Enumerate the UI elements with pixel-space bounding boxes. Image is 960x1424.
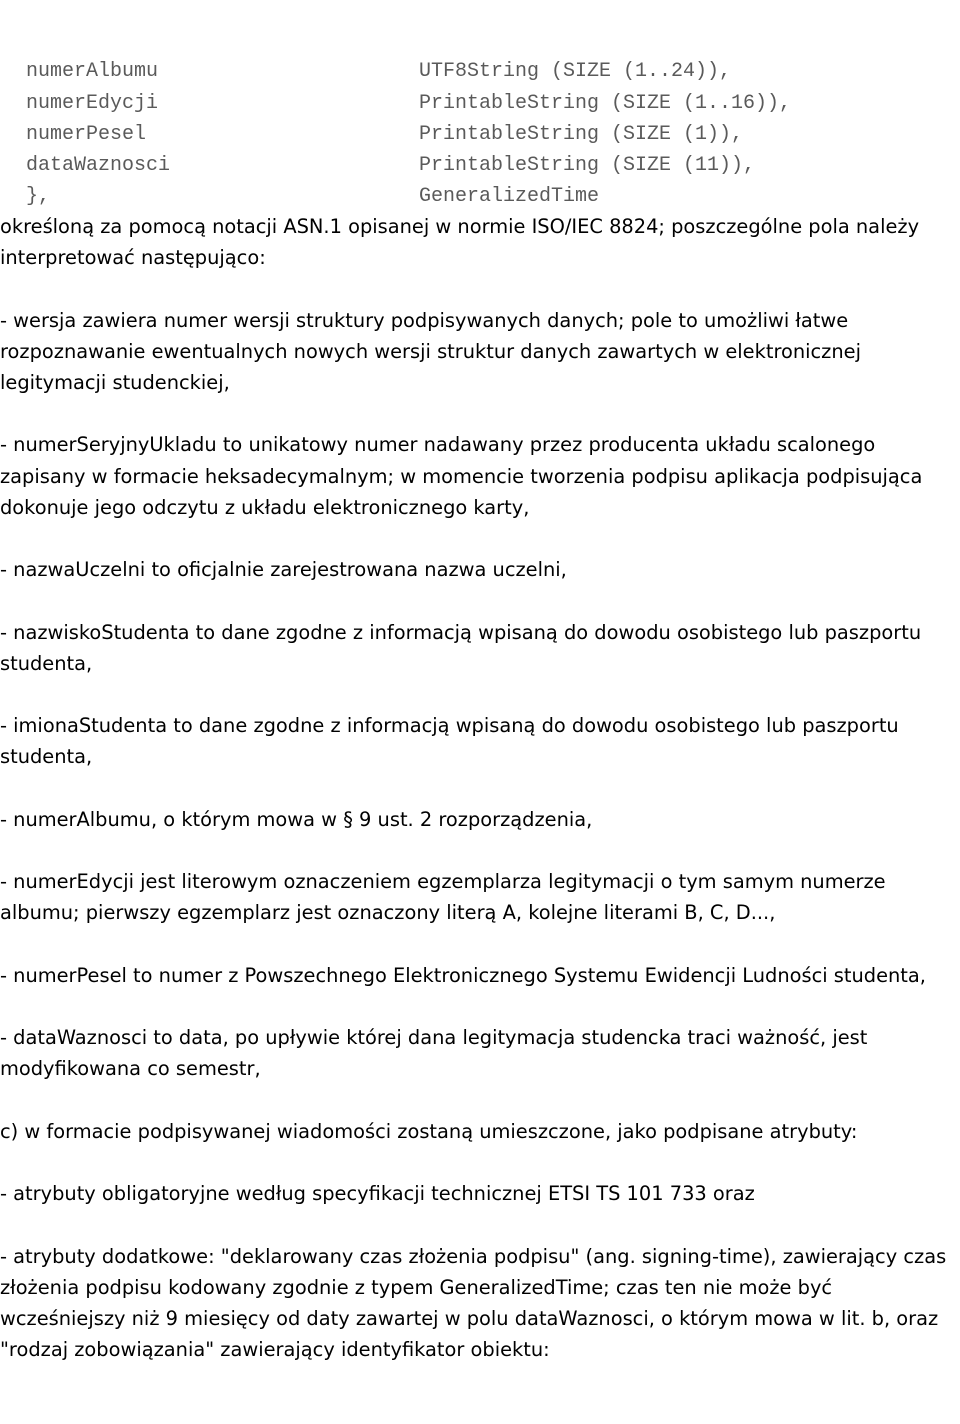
asn1-field-type: UTF8String (SIZE (1..24)), <box>419 60 732 84</box>
asn1-field-type: GeneralizedTime <box>419 185 600 209</box>
asn1-field-name: dataWaznosci <box>26 153 171 177</box>
paragraph-additional-attributes: - atrybuty dodatkowe: "deklarowany czas złożenia podpisu" (ang. signing-time), zawierający czas złożenia podpisu kodowany zgodnie z typem GeneralizedTime; czas ten nie może być wcześniejszy niż 9 miesięcy od daty zawartej w polu dataWaznosci, o którym mowa w lit. b, oraz "rodzaj zobowiązania" zawierający identyfikator obiektu: <box>0 1244 947 1362</box>
paragraph-numer-pesel: - numerPesel to numer z Powszechnego Elektronicznego Systemu Ewidencji Ludności studenta, <box>0 963 926 987</box>
asn1-field-name: numerPesel <box>26 122 147 146</box>
paragraph-mandatory-attributes: - atrybuty obligatoryjne według specyfikacji technicznej ETSI TS 101 733 oraz <box>0 1182 755 1206</box>
paragraph-numer-edycji: - numerEdycji jest literowym oznaczeniem egzemplarza legitymacji o tym samym numerze albumu; pierwszy egzemplarz jest oznaczony literą A, kolejne literami B, C, D..., <box>0 870 886 925</box>
paragraph-imiona-studenta: - imionaStudenta to dane zgodne z informacją wpisaną do dowodu osobistego lub paszportu studenta, <box>0 714 899 769</box>
paragraph-data-waznosci: - dataWaznosci to data, po upływie której dana legitymacja studencka traci ważność, jest modyfikowana co semestr, <box>0 1026 868 1081</box>
paragraph-numer-seryjny-ukladu: - numerSeryjnyUkladu to unikatowy numer nadawany przez producenta układu scalonego zapisany w formacie heksadecymalnym; w momencie tworzenia podpisu aplikacja podpisująca dokonuje jego odczytu z układu elektronicznego karty, <box>0 433 923 519</box>
paragraph-wersja: - wersja zawiera numer wersji struktury podpisywanych danych; pole to umożliwi łatwe rozpoznawanie ewentualnych nowych wersji struktur danych zawartych w elektronicznej legitymacji studenckiej, <box>0 308 861 394</box>
paragraph-nazwisko-studenta: - nazwiskoStudenta to dane zgodne z informacją wpisaną do dowodu osobistego lub paszportu studenta, <box>0 620 922 675</box>
paragraph-signed-attributes-intro: c) w formacie podpisywanej wiadomości zostaną umieszczone, jako podpisane atrybuty: <box>0 1119 858 1143</box>
document-body <box>0 211 958 1397</box>
paragraph-nazwa-uczelni: - nazwaUczelni to oficjalnie zarejestrowana nazwa uczelni, <box>0 558 567 582</box>
asn1-field-name: numerEdycji <box>26 91 159 115</box>
paragraph-numer-albumu: - numerAlbumu, o którym mowa w § 9 ust. 2 rozporządzenia, <box>0 807 593 831</box>
asn1-closing-brace: }, <box>26 185 51 209</box>
asn1-code-block <box>26 0 926 209</box>
paragraph-intro: określoną za pomocą notacji ASN.1 opisanej w normie ISO/IEC 8824; poszczególne pola należy interpretować następująco: <box>0 215 920 270</box>
asn1-field-name: numerAlbumu <box>26 60 159 84</box>
asn1-field-type: PrintableString (SIZE (11)), <box>419 153 756 177</box>
asn1-field-type: PrintableString (SIZE (1..16)), <box>419 91 792 115</box>
asn1-field-type: PrintableString (SIZE (1)), <box>419 122 744 146</box>
